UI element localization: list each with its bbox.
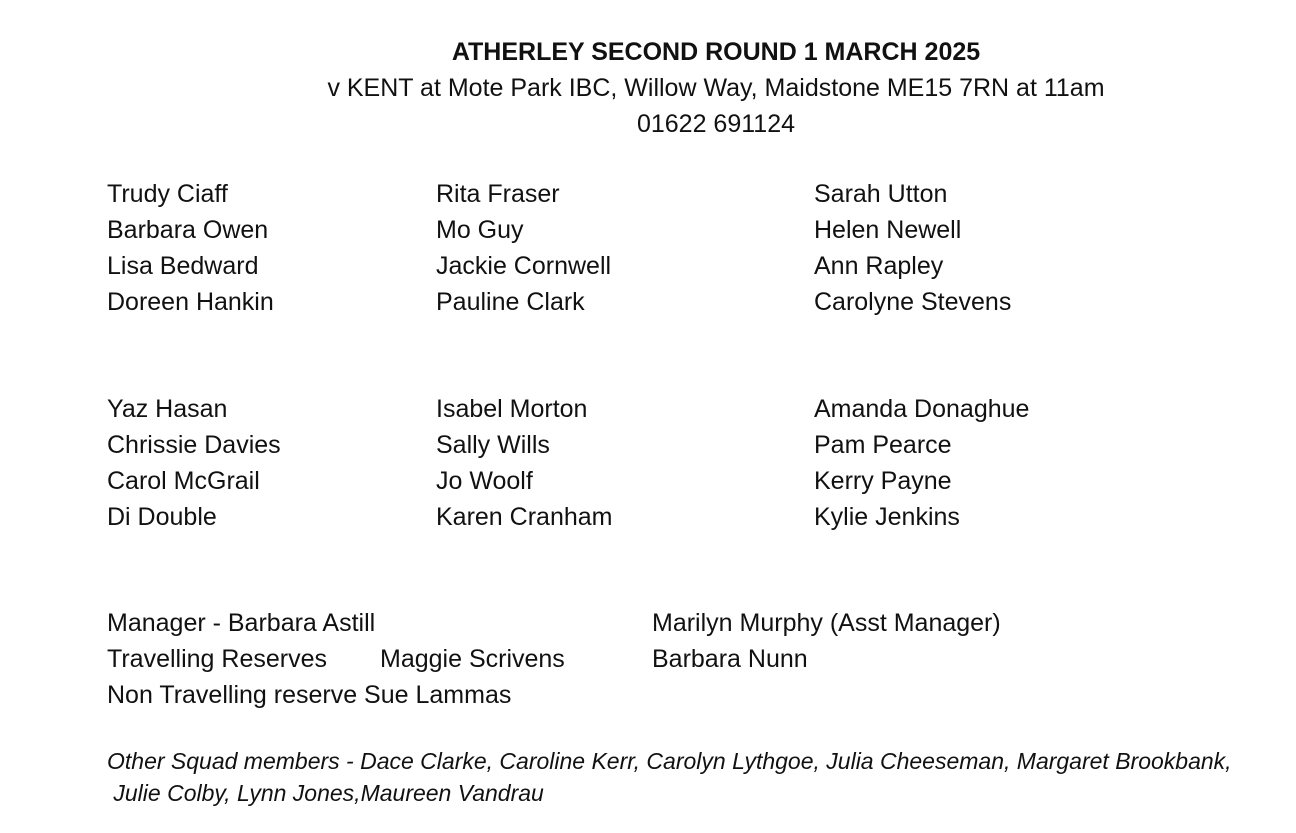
- non-travelling-reserve-line: Non Travelling reserve Sue Lammas: [107, 681, 512, 709]
- player-name: Rita Fraser: [436, 180, 560, 208]
- phone-number: 01622 691124: [636, 110, 796, 138]
- player-name: Mo Guy: [436, 216, 524, 244]
- player-name: Carolyne Stevens: [814, 288, 1012, 316]
- player-name: Karen Cranham: [436, 503, 613, 531]
- player-name: Ann Rapley: [814, 252, 944, 280]
- player-name: Jo Woolf: [436, 467, 533, 495]
- player-name: Kylie Jenkins: [814, 503, 960, 531]
- player-name: Pauline Clark: [436, 288, 585, 316]
- other-squad-line: Julie Colby, Lynn Jones,Maureen Vandrau: [107, 780, 544, 806]
- team-list-group2-col1: [107, 391, 281, 535]
- player-name: Barbara Owen: [107, 216, 269, 244]
- team-list-group2-col2: [436, 391, 612, 535]
- player-name: Sally Wills: [436, 431, 550, 459]
- player-name: Doreen Hankin: [107, 288, 274, 316]
- player-name: Pam Pearce: [814, 431, 952, 459]
- player-name: Helen Newell: [814, 216, 962, 244]
- asst-manager-line: Marilyn Murphy (Asst Manager): [652, 609, 1001, 637]
- player-name: Carol McGrail: [107, 467, 260, 495]
- player-name: Sarah Utton: [814, 180, 948, 208]
- player-name: Amanda Donaghue: [814, 395, 1030, 423]
- player-name: Chrissie Davies: [107, 431, 281, 459]
- manager-line: Manager - Barbara Astill: [107, 609, 376, 637]
- travelling-reserves-label: Travelling Reserves: [107, 645, 327, 673]
- player-name: Lisa Bedward: [107, 252, 259, 280]
- document-header: [0, 34, 1296, 142]
- player-name: Jackie Cornwell: [436, 252, 612, 280]
- player-name: Kerry Payne: [814, 467, 952, 495]
- player-name: Trudy Ciaff: [107, 180, 228, 208]
- team-list-group2-col3: [814, 391, 1029, 535]
- team-list-group1-col2: [436, 176, 611, 320]
- other-squad-line: Other Squad members - Dace Clarke, Caroline Kerr, Carolyn Lythgoe, Julia Cheeseman, Margaret Brookbank,: [107, 748, 1232, 774]
- other-squad-members: [107, 745, 1267, 809]
- document-title: ATHERLEY SECOND ROUND 1 MARCH 2025: [451, 38, 981, 66]
- player-name: Isabel Morton: [436, 395, 588, 423]
- travelling-reserve-name: Barbara Nunn: [652, 645, 808, 673]
- player-name: Di Double: [107, 503, 217, 531]
- team-list-group1-col3: [814, 176, 1011, 320]
- venue-line: v KENT at Mote Park IBC, Willow Way, Maidstone ME15 7RN at 11am: [327, 74, 1105, 102]
- player-name: Yaz Hasan: [107, 395, 228, 423]
- travelling-reserve-name: Maggie Scrivens: [380, 645, 565, 673]
- team-list-group1-col1: [107, 176, 274, 320]
